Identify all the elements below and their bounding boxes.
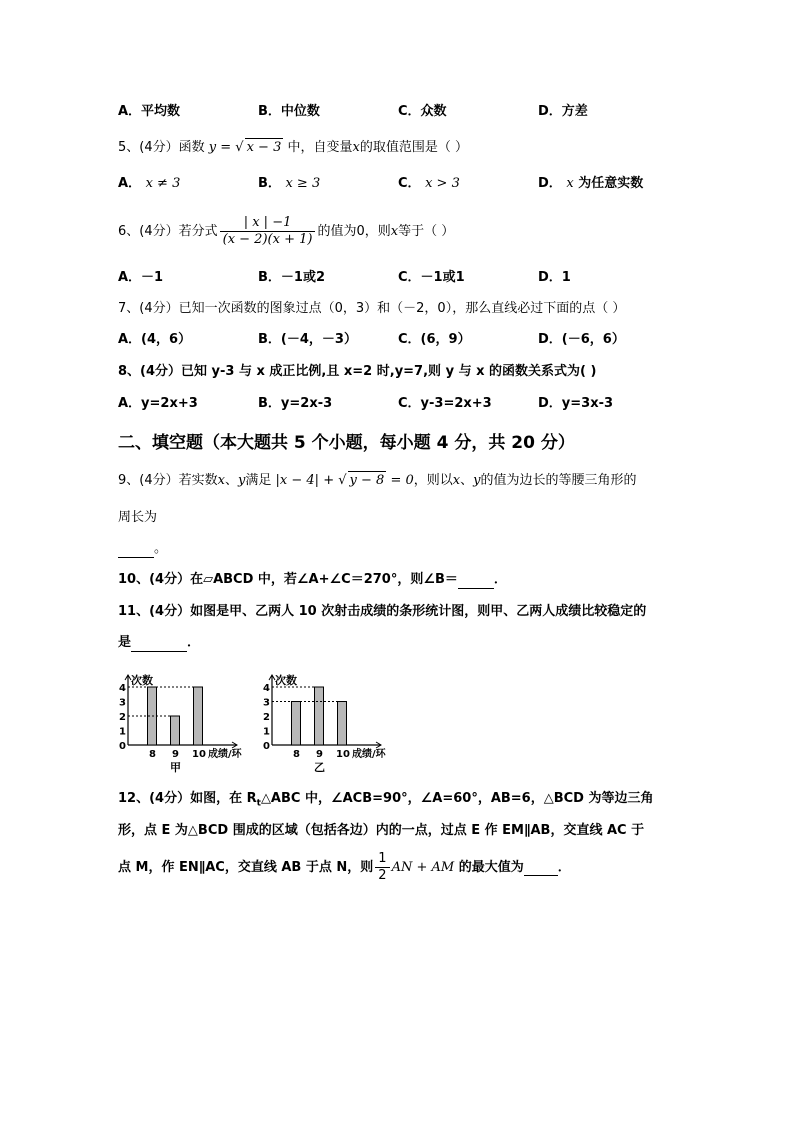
q12-fraction [375,851,389,884]
q7-option-c: C．(6，9） [398,332,471,347]
q6-suffix2: 等于（ ） [398,224,455,239]
q9-sep2: 、 [460,473,474,488]
q12-frac-den: 2 [378,868,387,883]
yi-ytick-3: 3 [263,697,270,709]
yi-x-label: 成绩/环 [352,749,386,760]
q9-radical-sign: √ [338,473,347,488]
q12-line1 [118,790,654,813]
q7-option-a: A．(4，6） [118,332,192,347]
jia-xtick-10: 10 [192,749,206,760]
q5-stem [118,138,468,157]
q9-answer-blank[interactable] [118,545,154,558]
q6-numerator: | x | −1 [220,215,316,232]
q12-sub-t: t [256,798,261,809]
q6-suffix: 的值为0，则 [317,224,391,239]
jia-xtick-9: 9 [172,749,179,760]
q9-x2: x [452,473,461,488]
q8-option-b: B．y=2x-3 [258,396,333,411]
q5-suffix2: 的取值范围是（ ） [359,140,468,155]
yi-y-label: 次数 [275,674,297,687]
q9-y: y [237,473,246,488]
q5-option-c [398,175,460,193]
jia-x-label: 成绩/环 [208,749,242,760]
q5-var: x [352,140,360,155]
jia-ytick-0: 0 [119,741,126,752]
chart-yi [252,664,408,780]
q11-line2 [118,634,200,652]
q9-abs-inner: x − 4 [279,473,315,488]
q8-option-a: A．y=2x+3 [118,396,198,411]
q7-option-b: B．(－4，－3） [258,332,357,347]
q4-option-b: B．中位数 [258,104,320,119]
jia-bar-10 [194,687,203,745]
q12-line2: 形，点 E 为△BCD 围成的区域（包括各边）内的一点，过点 E 作 EM∥AB，交直线 AC 于 [118,823,645,838]
q8-option-d: D．y=3x-3 [538,396,614,411]
chart-jia [108,664,258,780]
yi-bar-9 [315,687,324,745]
q5-option-d-math: x [566,176,574,191]
yi-caption: 乙 [314,761,325,774]
yi-ytick-1: 1 [263,726,270,738]
q4-option-d: D．方差 [538,104,588,119]
q6-option-b: B．－1或2 [258,270,325,285]
q5-option-d-letter: D． [538,176,562,191]
yi-ytick-4: 4 [263,683,270,694]
q6-stem [118,212,454,252]
yi-ytick-0: 0 [263,741,270,752]
q5-suffix: 中，自变量 [287,140,353,155]
q9-x: x [217,473,225,488]
q12-line1a: 12、(4分）如图，在 R [118,791,257,806]
jia-ytick-1: 1 [119,726,126,738]
q9-mid: 满足 [245,473,272,488]
q12-line3b: 的最大值为 [458,860,524,875]
q9-plus: + [323,473,335,488]
q11-answer-blank[interactable] [131,639,187,652]
q4-option-c: C．众数 [398,104,447,119]
jia-ytick-3: 3 [119,697,126,709]
yi-bar-10 [338,702,347,746]
q9-line2: 周长为 [118,510,158,525]
q11-line2-text: 是 [118,635,132,650]
q9-sep: 、 [224,473,238,488]
q6-prefix: 6、(4分）若分式 [118,224,218,239]
q5-option-a-letter: A． [118,176,142,191]
jia-ytick-2: 2 [119,712,126,723]
yi-xtick-9: 9 [316,749,323,760]
q5-option-b-letter: B． [258,176,281,191]
jia-caption: 甲 [170,761,181,774]
yi-xtick-10: 10 [336,749,350,760]
q9-stem [118,471,637,490]
q9-answer-line [118,540,167,558]
q6-option-d: D．1 [538,270,571,285]
q10-answer-blank[interactable] [458,576,494,589]
q5-option-b-math: x ≥ 3 [285,176,321,191]
q5-radical-sign: √ [235,140,244,155]
q9-abs: |x − 4| [275,473,320,488]
jia-ytick-4: 4 [119,683,126,694]
q6-option-a: A．－1 [118,270,164,285]
q6-denominator: (x − 2)(x + 1) [222,232,313,247]
q9-end: 。 [154,541,168,556]
q9-eq: = 0 [390,473,414,488]
q12-end: ． [557,860,571,875]
q5-prefix: 5、(4分）函数 [118,140,205,155]
q9-suffix: ，则以 [413,473,453,488]
q5-func-lhs: y = [208,140,232,155]
q12-answer-blank[interactable] [524,863,558,876]
q10-end: ． [493,572,507,587]
q9-prefix: 9、(4分）若实数 [118,473,218,488]
q4-option-a: A．平均数 [118,104,181,119]
q5-radicand: x − 3 [246,140,282,155]
q5-option-c-math: x > 3 [425,176,460,191]
q12-expr: AN + AM [391,860,455,875]
q6-var: x [390,224,399,239]
jia-bar-9 [171,716,180,745]
yi-ytick-2: 2 [263,712,270,723]
q11-line1: 11、(4分）如图是甲、乙两人 10 次射击成绩的条形统计图，则甲、乙两人成绩比较稳定的 [118,604,647,619]
q9-suffix2: 的值为边长的等腰三角形的 [480,473,637,488]
q12-frac-num: 1 [375,851,389,868]
q7-stem: 7、(4分）已知一次函数的图象过点（0，3）和（－2，0），那么直线必过下面的点（ ） [118,301,626,316]
jia-y-label: 次数 [131,674,153,687]
q12-line1b: △ABC 中，∠ACB=90°，∠A=60°，AB=6，△BCD 为等边三角 [260,791,654,806]
q12-line3 [118,848,571,888]
q10-stem [118,571,507,589]
q5-option-b [258,175,320,193]
q7-option-d: D．(－6，6） [538,332,625,347]
jia-xtick-8: 8 [149,749,156,760]
q5-option-d-text: 为任意实数 [578,176,644,191]
q5-option-a-math: x ≠ 3 [145,176,181,191]
q11-end: ． [187,635,201,650]
section2-heading: 二、填空题（本大题共 5 个小题，每小题 4 分，共 20 分） [118,433,575,453]
q8-stem: 8、(4分）已知 y-3 与 x 成正比例,且 x=2 时,y=7,则 y 与 x 的函数关系式为( ) [118,364,597,379]
q5-option-c-letter: C． [398,176,421,191]
q5-option-a [118,175,180,193]
q12-line3a: 点 M，作 EN∥AC，交直线 AB 于点 N，则 [118,860,374,875]
q8-option-c: C．y-3=2x+3 [398,396,492,411]
q6-option-c: C．－1或1 [398,270,465,285]
yi-xtick-8: 8 [293,749,300,760]
q9-y2: y [473,473,481,488]
q6-fraction [220,215,316,248]
q9-radicand: y − 8 [349,473,385,488]
q10-text: 10、(4分）在▱ABCD 中，若∠A+∠C＝270°，则∠B＝ [118,572,458,587]
yi-bar-8 [292,702,301,746]
q5-option-d [538,175,643,193]
